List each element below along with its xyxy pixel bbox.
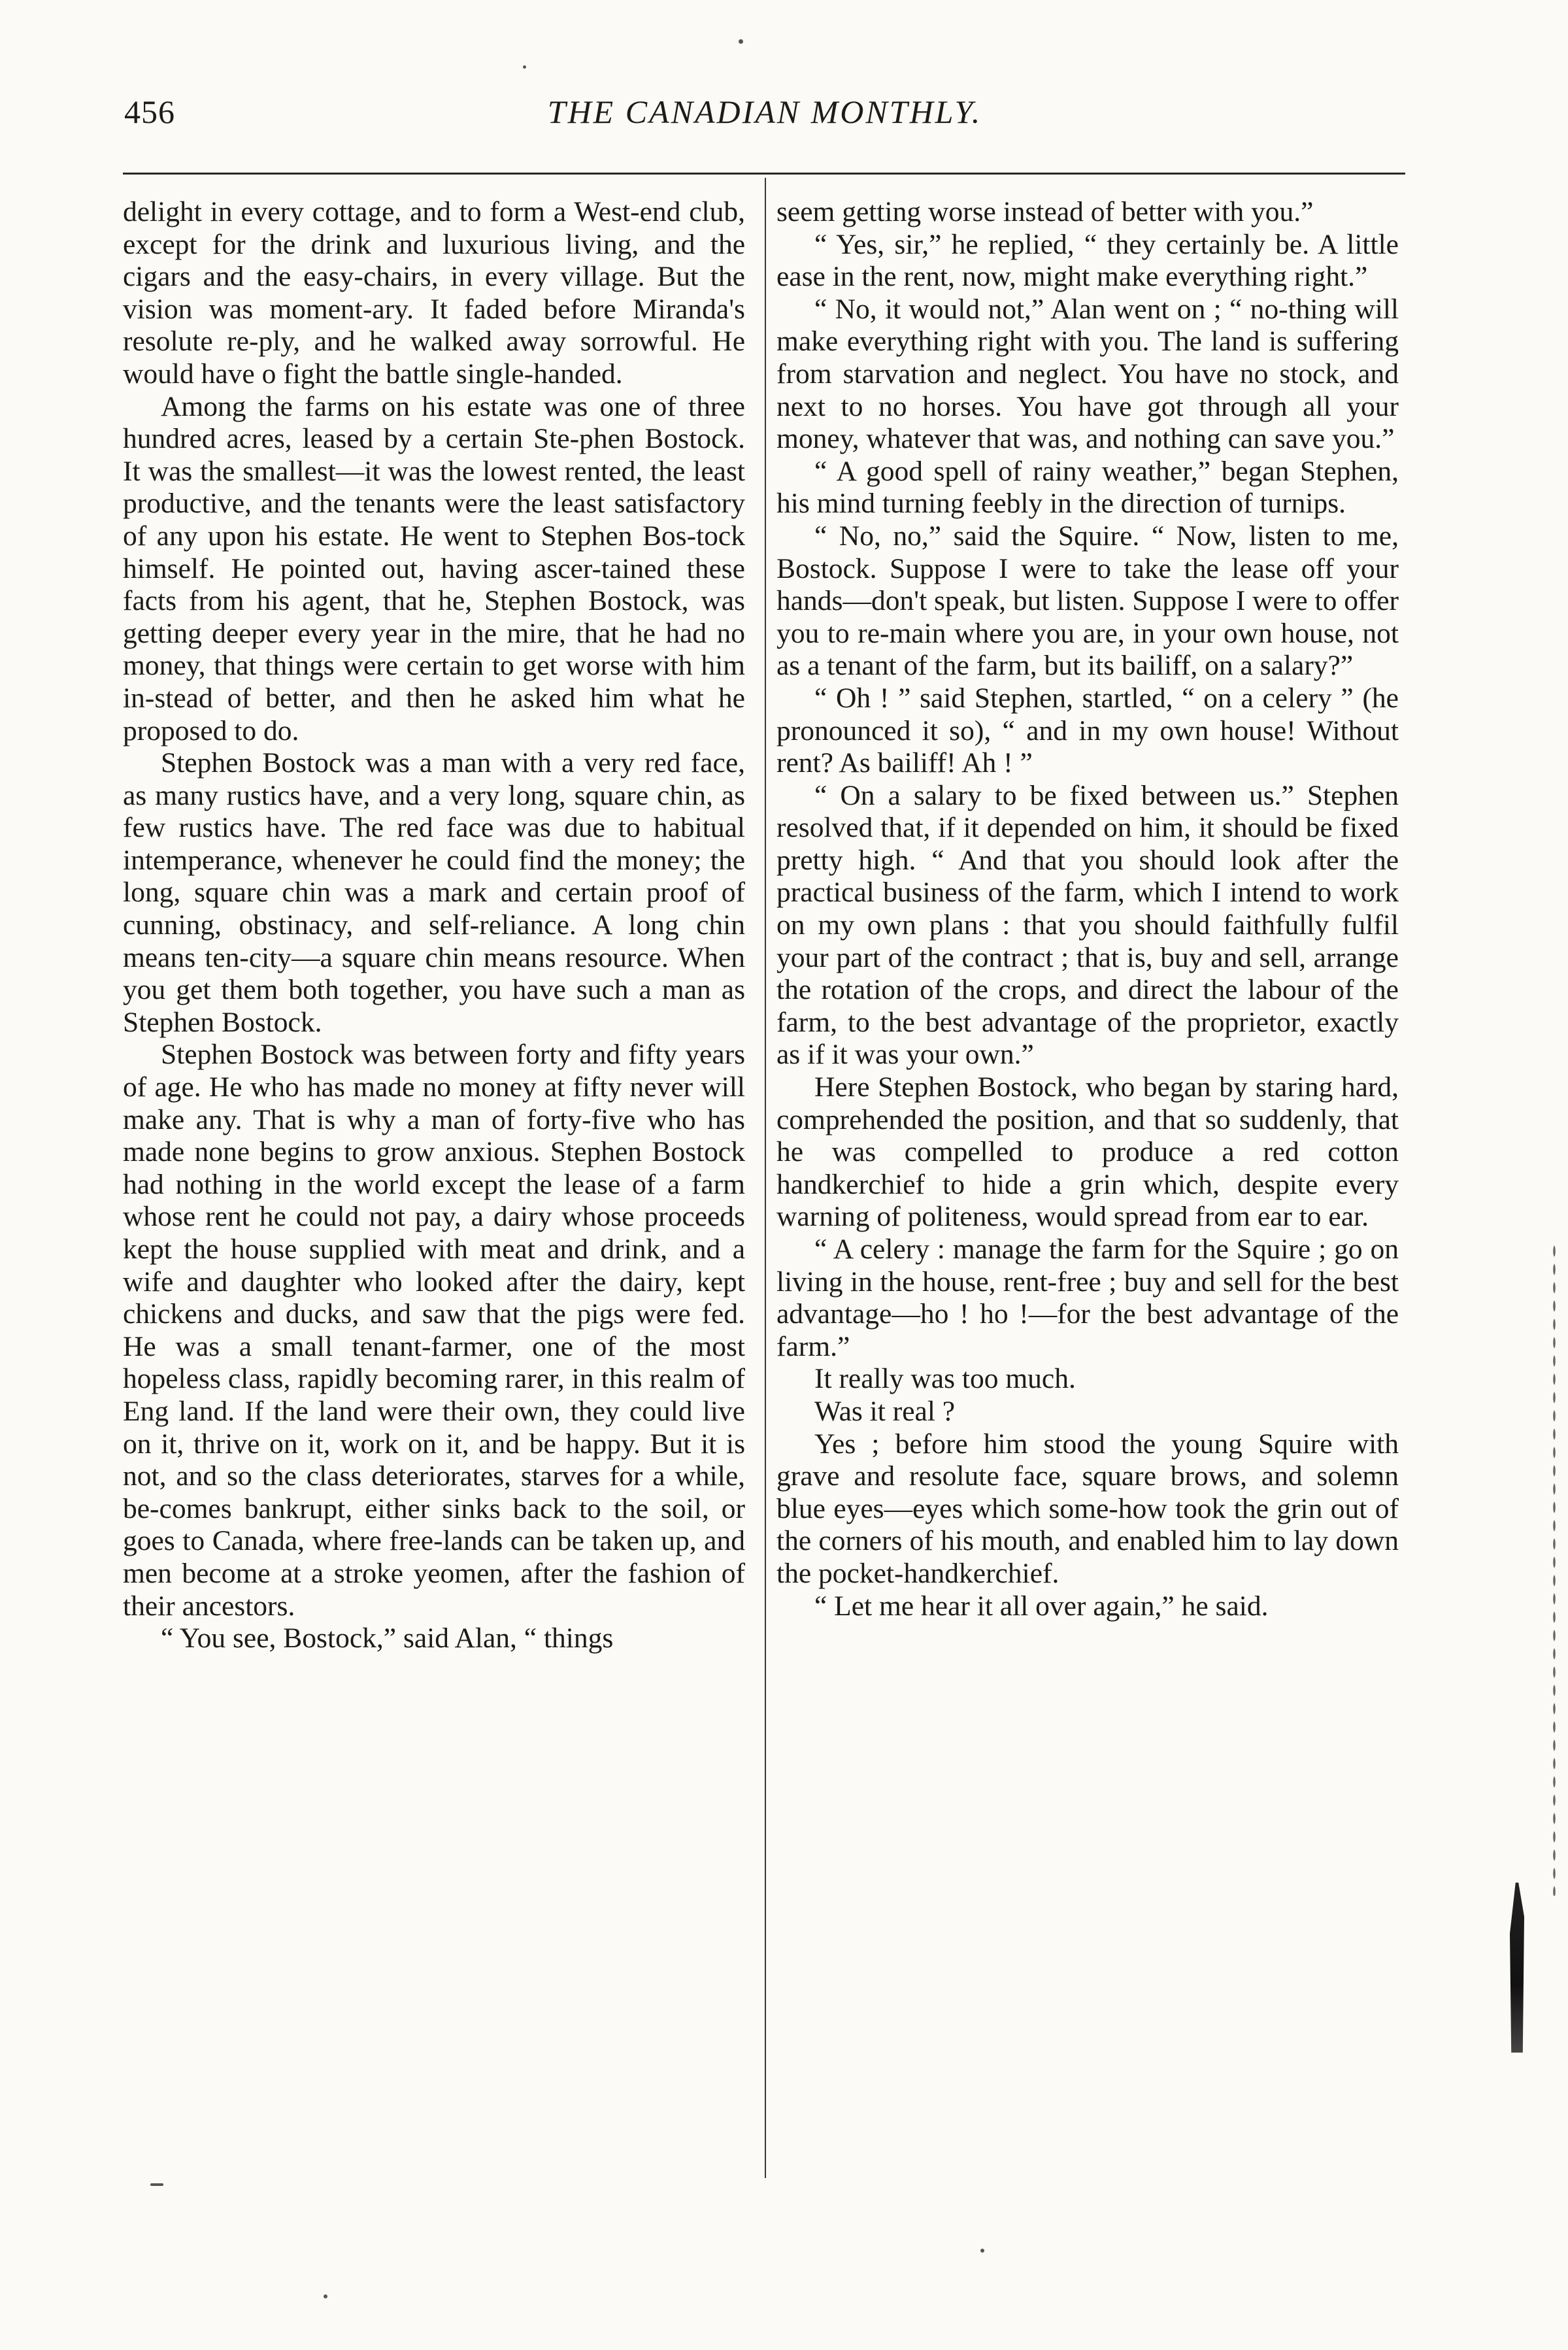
scan-speck xyxy=(523,65,526,69)
scan-speck xyxy=(324,2294,327,2298)
right-column xyxy=(776,196,1399,1622)
paragraph: Was it real ? xyxy=(814,1395,956,1427)
scan-speck xyxy=(980,2249,984,2253)
paragraph: Yes ; before him stood the young Squire with grave and resolute face, square brows, and solemn blue eyes—eyes which some-how took the grin out of the corners of his mouth, and enabled him to lay down the pocket-handkerchief. xyxy=(776,1428,1399,1589)
paragraph: “ No, no,” said the Squire. “ Now, listen to me, Bostock. Suppose I were to take the lease off your hands—don't speak, but listen. Suppose I were to offer you to re-main where you are, in your own house, not as a tenant of the farm, but its bailiff, on a salary?” xyxy=(776,520,1399,682)
scan-speck xyxy=(150,2183,163,2186)
margin-scan-noise xyxy=(1552,1242,1556,1896)
paragraph: “ Let me hear it all over again,” he said. xyxy=(814,1590,1269,1622)
paragraph: Stephen Bostock was between forty and fifty years of age. He who has made no money at fifty never will make any. That is why a man of forty-five who has made none begins to grow anxious. Stephen Bostock had nothing in the world except the lease of a farm whose rent he could not pay, a dairy whose proceeds kept the house supplied with meat and drink, and a wife and daughter who looked after the dairy, kept chickens and ducks, and saw that the pigs were fed. He was a small tenant-farmer, one of the most hopeless class, rapidly becoming rarer, in this realm of Eng land. If the land were their own, they could live on it, thrive on it, work on it, and be happy. But it is not, and so the class deteriorates, starves for a while, be-comes bankrupt, either sinks back to the soil, or goes to Canada, where free-lands can be taken up, and men become at a stroke yeomen, after the fashion of their ancestors. xyxy=(123,1039,745,1622)
column-divider xyxy=(765,178,766,2178)
paragraph: “ You see, Bostock,” said Alan, “ things xyxy=(161,1622,614,1654)
page-number: 456 xyxy=(124,93,175,130)
paragraph: It really was too much. xyxy=(814,1363,1076,1395)
paragraph: “ On a salary to be fixed between us.” Stephen resolved that, if it depended on him, it should be fixed pretty high. “ And that you should look after the practical business of the farm, which I intend to work on my own plans : that you should faithfully fulfil your part of the contract ; that is, buy and sell, arrange the rotation of the crops, and direct the labour of the farm, to the best advantage of the proprietor, exactly as if it was your own.” xyxy=(776,779,1399,1071)
paragraph: “ A celery : manage the farm for the Squire ; go on living in the house, rent-free ; buy and sell for the best advantage—ho ! ho !—for the best advantage of the farm.” xyxy=(776,1234,1399,1362)
paragraph: Among the farms on his estate was one of three hundred acres, leased by a certain Ste-phen Bostock. It was the smallest—it was the lowest rented, the least productive, and the tenants were the least satisfactory of any upon his estate. He went to Stephen Bos-tock himself. He pointed out, having ascer-tained these facts from his agent, that he, Stephen Bostock, was getting deeper every year in the mire, that he had no money, that things were certain to get worse with him in-stead of better, and then he asked him what he proposed to do. xyxy=(123,390,745,747)
paragraph: Here Stephen Bostock, who began by staring hard, comprehended the position, and that so suddenly, that he was compelled to produce a red cotton handkerchief to hide a grin which, despite every warning of politeness, would spread from ear to ear. xyxy=(776,1071,1399,1233)
paragraph: “ A good spell of rainy weather,” began Stephen, his mind turning feebly in the direction of turnips. xyxy=(776,455,1399,520)
paragraph: Stephen Bostock was a man with a very red face, as many rustics have, and a very long, square chin, as few rustics have. The red face was due to habitual intemperance, whenever he could find the money; the long, square chin was a mark and certain proof of cunning, obstinacy, and self-reliance. A long chin means ten-city—a square chin means resource. When you get them both together, you have such a man as Stephen Bostock. xyxy=(123,747,745,1038)
running-head xyxy=(124,93,1405,139)
paragraph: “ Oh ! ” said Stephen, startled, “ on a celery ” (he pronounced it so), “ and in my own house! Without rent? As bailiff! Ah ! ” xyxy=(776,682,1399,779)
paragraph: “ Yes, sir,” he replied, “ they certainly be. A little ease in the rent, now, might make everything right.” xyxy=(776,228,1399,293)
scan-speck xyxy=(739,39,743,44)
paragraph: delight in every cottage, and to form a West-end club, except for the drink and luxurious living, and the cigars and the easy-chairs, in every village. But the vision was moment-ary. It faded before Miranda's resolute re-ply, and he walked away sorrowful. He would have o fight the battle single-handed. xyxy=(123,196,745,390)
left-column xyxy=(123,196,745,1655)
margin-scan-mark xyxy=(1510,1883,1524,2053)
paragraph: seem getting worse instead of better with you.” xyxy=(776,196,1314,227)
paragraph: “ No, it would not,” Alan went on ; “ no-thing will make everything right with you. The land is suffering from starvation and neglect. You have no stock, and next to no horses. You have got through all your money, whatever that was, and nothing can save you.” xyxy=(776,293,1399,455)
header-rule xyxy=(123,173,1405,175)
journal-title: THE CANADIAN MONTHLY. xyxy=(547,93,982,130)
